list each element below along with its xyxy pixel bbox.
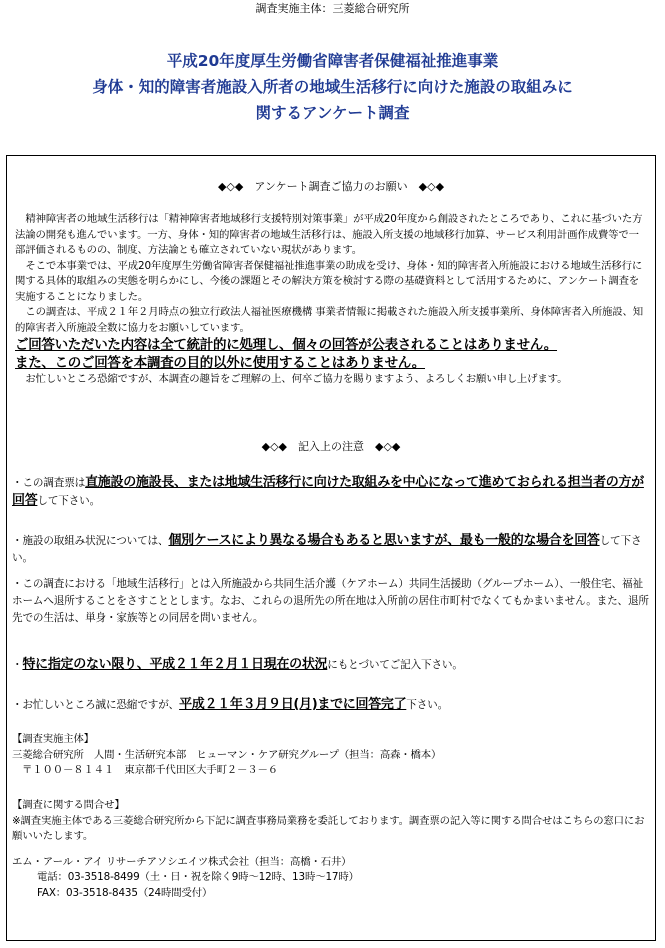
implementer-heading: 【調査実施主体】 <box>12 733 94 745</box>
note-respondent-post: して下さい。 <box>37 495 101 507</box>
implementer-organization: 三菱総合研究所 人間・生活研究本部 ヒューマン・ケア研究グループ（担当：高森・橋本） <box>12 748 442 761</box>
title-line-2: 身体・知的障害者施設入所者の地域生活移行に向けた施設の取組みに <box>92 78 573 96</box>
contact-section <box>12 798 652 901</box>
note-respondent <box>12 474 652 510</box>
note-respondent-pre: ・この調査票は <box>12 477 86 489</box>
survey-title <box>0 48 665 126</box>
request-heading: ◆◇◆ アンケート調査ご協力のお願い ◆◇◆ <box>217 180 445 193</box>
request-paragraph-4: お忙しいところ恐縮ですが、本調査の趣旨をご理解の上、何卒ご協力を賜りますよう、よろしくお願い申し上げます。 <box>25 373 568 385</box>
note-reference-date-emphasis: 特に指定のない限り、平成２１年２月１日現在の状況 <box>22 657 328 672</box>
note-deadline-post: 下さい。 <box>406 699 449 711</box>
note-deadline-pre: ・お忙しいところ誠に恐縮ですが、 <box>12 699 180 711</box>
contact-company: エム・アール・アイ リサーチアソシエイツ株式会社（担当：高橋・石井） <box>12 855 352 868</box>
note-general-case <box>12 532 652 567</box>
note-deadline <box>12 696 652 714</box>
note-reference-date <box>12 656 652 674</box>
confidentiality-statement-2: また、このご回答を本調査の目的以外に使用することはありません。 <box>15 355 426 371</box>
confidentiality-statement-1: ご回答いただいた内容は全て統計的に処理し、個々の回答が公表されることはありません。 <box>15 337 558 353</box>
title-line-3: 関するアンケート調査 <box>255 104 410 122</box>
notes-heading: ◆◇◆ 記入上の注意 ◆◇◆ <box>261 440 401 453</box>
contact-fax: FAX：03-3518-8435（24時間受付） <box>37 886 213 899</box>
note-general-case-emphasis: 個別ケースにより異なる場合もあると思いますが、最も一般的な場合を回答 <box>168 533 600 548</box>
request-section <box>15 212 649 388</box>
contact-phone: 電話：03-3518-8499（土・日・祝を除く9時～12時、13時～17時） <box>37 871 359 883</box>
implementer-section <box>12 732 652 779</box>
note-respondent-emphasis: 直施設の施設長、または地域生活移行に向けた取組みを中心になって進めておられる担当者の方が回答 <box>12 475 644 508</box>
contact-heading: 【調査に関する問合せ】 <box>12 799 125 811</box>
note-reference-date-post: にもとづいてご記入下さい。 <box>327 659 463 671</box>
request-paragraph-1: 精神障害者の地域生活移行は「精神障害者地域移行支援特別対策事業」が平成20年度から創設されたところであり、これに基づいた方法論の開発も進んでいます。一方、身体・知的障害者の地域生活移行は、施設入所支援の地域移行加算、サービス利用計画作成費等で一部評価されるものの、制度、方法論とも確立されていない現状があります。 <box>15 213 643 256</box>
survey-instructions-box <box>6 155 656 941</box>
note-deadline-emphasis: 平成２１年３月９日(月)までに回答完了 <box>179 697 407 712</box>
implementer-note: 調査実施主体：三菱総合研究所 <box>255 2 410 15</box>
request-paragraph-3: この調査は、平成２１年２月時点の独立行政法人福祉医療機構 事業者情報に掲載された施設入所支援事業所、身体障害者入所施設、知的障害者入所施設全数に協力をお願いしています。 <box>15 306 643 334</box>
implementer-address: 〒１００－８１４１ 東京都千代田区大手町２－３－６ <box>22 764 279 776</box>
request-paragraph-2: そこで本事業では、平成20年度厚生労働省障害者保健福祉推進事業の助成を受け、身体・知的障害者入所施設における地域生活移行に関する具体的取組みの実態を明らかにし、今後の課題とその解決方策を検討する際の基礎資料として活用するために、アンケート調査を実施することになりました。 <box>15 259 643 303</box>
note-general-case-pre: ・施設の取組み状況については、 <box>12 535 169 547</box>
contact-text: ※調査実施主体である三菱総合研究所から下記に調査事務局業務を委託しております。調査票の記入等に関する問合せはこちらの窓口にお願いいたします。 <box>12 814 645 842</box>
note-definition: ・この調査における「地域生活移行」とは入所施設から共同生活介護（ケアホーム）共同生活援助（グループホーム）、一般住宅、福祉ホームへ退所することをさすこととします。なお、これらの退所先の所在地は入所前の居住市町村でなくてもかまいません。また、退所先での生活は、単身・家族等との同居を問いません。 <box>12 578 649 624</box>
note-general-case-post: して下さい。 <box>12 535 642 564</box>
note-reference-date-pre: ・ <box>12 659 23 671</box>
title-line-1: 平成20年度厚生労働省障害者保健福祉推進事業 <box>166 52 499 70</box>
